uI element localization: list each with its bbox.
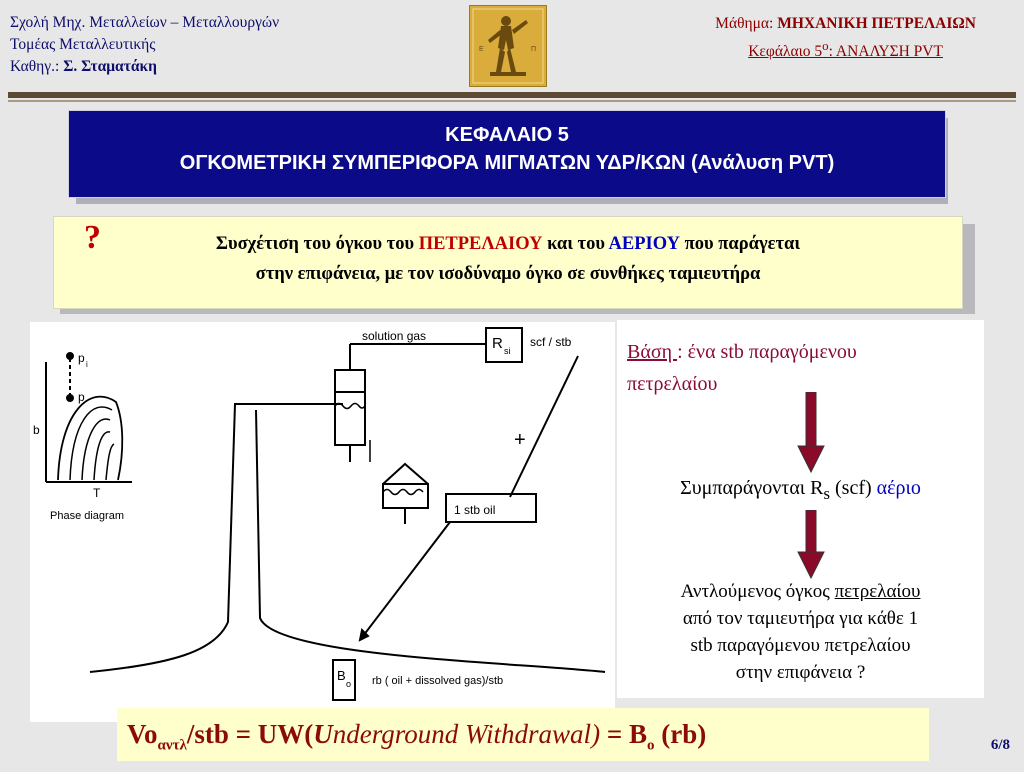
question-oil: ΠΕΤΡΕΛΑΙΟΥ: [418, 234, 543, 254]
rsi-label: R: [492, 335, 503, 352]
department-name: Τομέας Μεταλλευτικής: [10, 36, 156, 53]
pumped-line3: stb παραγόμενου πετρελαίου: [690, 635, 911, 656]
professor-line: [10, 56, 279, 78]
course-prefix: Μάθημα:: [715, 15, 778, 32]
page-number: 6/8: [990, 737, 1010, 753]
formula-vo-sub: αντλ: [157, 737, 187, 754]
phase-diagram-inset: [46, 353, 132, 482]
bo-sub: o: [346, 679, 352, 689]
pi-sub: i: [86, 360, 88, 369]
rsi-box: [486, 328, 578, 497]
header-institution: [10, 12, 279, 78]
svg-text:Π: Π: [531, 46, 537, 53]
pumped-line2: από τον ταμιευτήρα για κάθε 1: [682, 608, 919, 629]
basis-line2: πετρελαίου: [627, 373, 718, 395]
stock-tank: [370, 440, 428, 524]
stb-oil-box: [360, 494, 536, 640]
formula-vo: Vo: [127, 719, 158, 749]
p-label: p: [78, 390, 85, 404]
chapter-title-line1: ΚΕΦΑΛΑΙΟ 5: [445, 124, 569, 146]
basis-text: [627, 336, 857, 400]
formula-u: U: [313, 719, 333, 749]
pumped-line4: στην επιφάνεια ?: [735, 662, 866, 683]
svg-text:Ε: Ε: [479, 46, 484, 53]
question-part3: που παράγεται: [680, 234, 801, 254]
phase-caption: Phase diagram: [50, 510, 124, 522]
header-divider-thin: [8, 100, 1016, 102]
cogenerated-gas-text: [617, 477, 984, 504]
formula-eq: = B: [600, 719, 647, 749]
header-course: [715, 13, 976, 63]
t-axis-label: T: [93, 486, 101, 500]
basis-line1: [627, 336, 857, 368]
question-line2: στην επιφάνεια, με τον ισοδύναμο όγκο σε συνθήκες ταμιευτήρα: [255, 264, 761, 284]
question-part2: και του: [542, 234, 609, 254]
plus-sign: +: [514, 429, 526, 451]
university-emblem-logo: [469, 5, 547, 87]
chapter-rest: : ΑΝΑΛΥΣΗ PVT: [828, 43, 943, 61]
question-box: [53, 216, 963, 309]
school-name: Σχολή Μηχ. Μεταλλείων – Μεταλλουργών: [10, 14, 280, 31]
basis-label: Βάση: [627, 341, 678, 363]
pumped-line1: [617, 578, 984, 605]
formula-italic: nderground Withdrawal): [332, 719, 601, 749]
b-axis-label: b: [33, 423, 40, 437]
cogen-prefix: Συμπαράγονται R: [680, 477, 824, 499]
formula-mid: /stb = UW(: [186, 719, 314, 749]
professor-name: Σ. Σταματάκη: [63, 58, 157, 75]
stb-oil-label: 1 stb oil: [454, 503, 496, 517]
bo-label: B: [337, 668, 346, 683]
question-line1: [54, 229, 962, 259]
explanation-panel: [617, 320, 984, 698]
pi-label: p: [78, 351, 85, 365]
pumped-volume-text: [617, 578, 984, 686]
course-line: [715, 13, 976, 35]
chapter-title-box: [68, 110, 946, 198]
chapter-title-line2: ΟΓΚΟΜΕΤΡΙΚΗ ΣΥΜΠΕΡΙΦΟΡΑ ΜΙΓΜΑΤΩΝ ΥΔΡ/ΚΩΝ (Ανάλυση PVT): [179, 152, 835, 174]
arrow-down-icon: [797, 392, 825, 474]
question-part1: Συσχέτιση του όγκου του: [215, 234, 419, 254]
chapter-prefix: Κεφάλαιο 5: [748, 43, 823, 61]
rsi-sub: si: [504, 346, 511, 356]
question-mark-icon: ?: [84, 219, 101, 256]
question-gas: ΑΕΡΙΟΥ: [608, 234, 681, 254]
professor-prefix: Καθηγ.:: [10, 58, 64, 75]
pvt-process-diagram: [30, 322, 615, 722]
chapter-sup: ο: [822, 38, 829, 53]
formula-tail: (rb): [654, 719, 707, 749]
solution-gas-label: solution gas: [362, 329, 427, 343]
pumped-line1-ul: πετρελαίου: [834, 581, 921, 602]
cogen-middle: (scf): [830, 477, 877, 499]
pumped-line1-prefix: Αντλούμενος όγκος: [680, 581, 835, 602]
formula-bo-sub: o: [646, 737, 655, 754]
chapter-line: [715, 35, 976, 63]
basis-text1: ένα stb παραγόμενου: [687, 341, 857, 363]
cogen-sub: s: [823, 484, 830, 503]
header-divider: [8, 92, 1016, 98]
rb-label: rb ( oil + dissolved gas)/stb: [372, 675, 504, 687]
scf-stb-label: scf / stb: [530, 335, 572, 349]
course-name: ΜΗΧΑΝΙΚΗ ΠΕΤΡΕΛΑΙΩΝ: [777, 15, 976, 32]
basis-colon: :: [677, 341, 688, 363]
cogen-gas: αέριο: [876, 477, 921, 499]
formula-box: [117, 708, 929, 761]
arrow-down-icon-2: [797, 510, 825, 580]
separator: [335, 344, 486, 462]
